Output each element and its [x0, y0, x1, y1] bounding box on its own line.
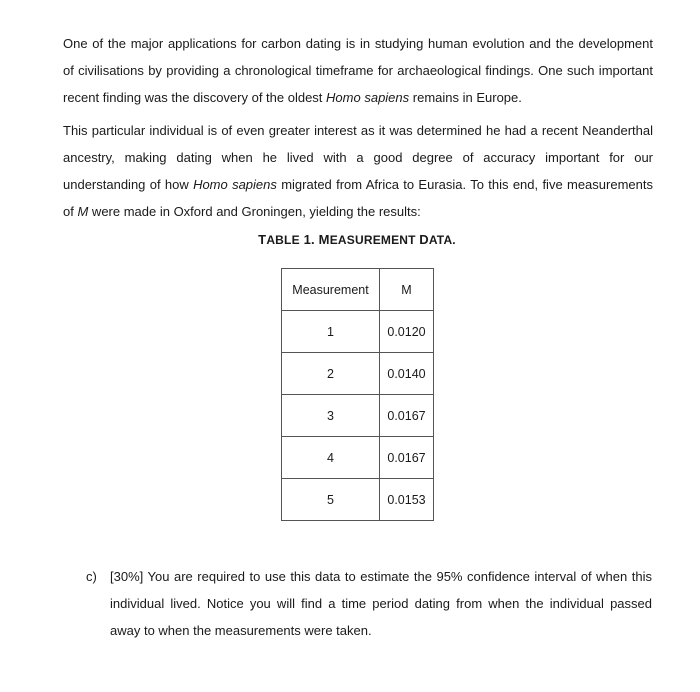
species-name: Homo sapiens: [326, 90, 410, 105]
table-row: [282, 311, 434, 353]
text-line: This particular individual is of even greater interest as it was determined he had a recent Neanderthal: [63, 123, 653, 138]
text-line: recent finding was the discovery of the oldest Homo sapiens remains in Europe.: [63, 90, 522, 105]
question-body: [110, 563, 652, 644]
text-line: One of the major applications for carbon dating is in studying human evolution and the development: [63, 36, 653, 51]
context-paragraph: [63, 117, 653, 225]
table-row: [282, 479, 434, 521]
text-line: individual lived. Notice you will find a time period dating from when the individual passed: [110, 596, 652, 611]
text-line: of M were made in Oxford and Groningen, yielding the results:: [63, 204, 421, 219]
intro-paragraph: [63, 30, 653, 111]
table-caption: TABLE 1. MEASUREMENT DATA.: [258, 232, 456, 247]
measurement-number: 1: [282, 311, 380, 353]
text-line: understanding of how Homo sapiens migrated from Africa to Eurasia. To this end, five measurements: [63, 177, 653, 192]
measurement-number: 2: [282, 353, 380, 395]
table-header-row: [282, 269, 434, 311]
text-line: of civilisations by providing a chronological timeframe for archaeological findings. One such important: [63, 63, 653, 78]
table-row: [282, 437, 434, 479]
column-header-m: M: [380, 269, 434, 311]
table-row: [282, 395, 434, 437]
column-header-measurement: Measurement: [282, 269, 380, 311]
measurement-table: [281, 268, 434, 521]
question-label: c): [86, 569, 97, 584]
measurement-value: 0.0153: [380, 479, 434, 521]
table-row: [282, 353, 434, 395]
text-line: [30%] You are required to use this data to estimate the 95% confidence interval of when this: [110, 569, 652, 584]
measurement-number: 3: [282, 395, 380, 437]
variable-m: M: [77, 204, 89, 219]
measurement-value: 0.0120: [380, 311, 434, 353]
measurement-number: 5: [282, 479, 380, 521]
measurement-value: 0.0140: [380, 353, 434, 395]
question-c: [86, 563, 652, 644]
text-line: away to when the measurements were taken.: [110, 623, 372, 638]
species-name: Homo sapiens: [193, 177, 277, 192]
measurement-number: 4: [282, 437, 380, 479]
measurement-value: 0.0167: [380, 395, 434, 437]
measurement-value: 0.0167: [380, 437, 434, 479]
text-line: ancestry, making dating when he lived with a good degree of accuracy important for our: [63, 150, 653, 165]
